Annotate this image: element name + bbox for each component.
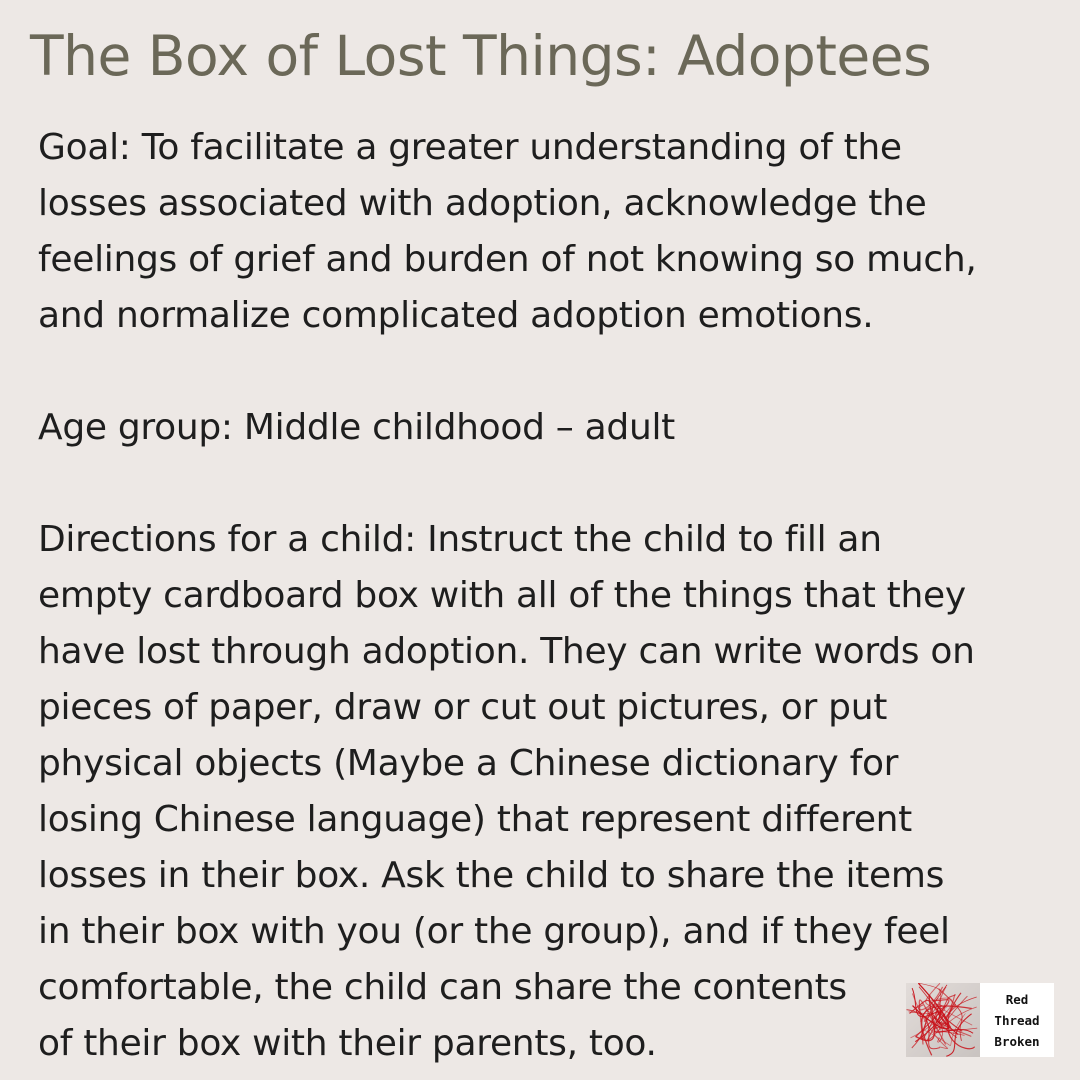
goal-line: Goal: To facilitate a greater understanding of the: [38, 127, 902, 168]
directions-line: pieces of paper, draw or cut out pictures, or put: [38, 687, 888, 728]
directions-line: physical objects (Maybe a Chinese dictionary for: [38, 743, 899, 784]
paragraph-gap: [38, 344, 1038, 400]
directions-line: of their box with their parents, too.: [38, 1023, 657, 1064]
directions-line: have lost through adoption. They can write words on: [38, 631, 975, 672]
directions-line: in their box with you (or the group), and if they feel: [38, 911, 950, 952]
directions-line: empty cardboard box with all of the things that they: [38, 575, 966, 616]
red-thread-icon: [906, 983, 980, 1057]
logo-wordmark: [980, 983, 1054, 1057]
red-thread-image: [906, 983, 980, 1057]
goal-line: feelings of grief and burden of not knowing so much,: [38, 239, 977, 280]
logo-word-red: Red: [1005, 991, 1029, 1007]
page-title: The Box of Lost Things: Adoptees: [30, 24, 932, 88]
goal-line: losses associated with adoption, acknowledge the: [38, 183, 927, 224]
directions-line: losses in their box. Ask the child to share the items: [38, 855, 945, 896]
directions-line: Directions for a child: Instruct the child to fill an: [38, 519, 882, 560]
directions-line: losing Chinese language) that represent different: [38, 799, 912, 840]
goal-line: and normalize complicated adoption emotions.: [38, 295, 874, 336]
logo-word-broken: Broken: [994, 1033, 1040, 1049]
paragraph-gap: [38, 456, 1038, 512]
directions-line: comfortable, the child can share the contents: [38, 967, 847, 1008]
red-thread-broken-logo: [906, 983, 1054, 1057]
activity-description: [38, 120, 1038, 1072]
logo-word-thread: Thread: [994, 1012, 1040, 1028]
age-group-line: Age group: Middle childhood – adult: [38, 407, 675, 448]
